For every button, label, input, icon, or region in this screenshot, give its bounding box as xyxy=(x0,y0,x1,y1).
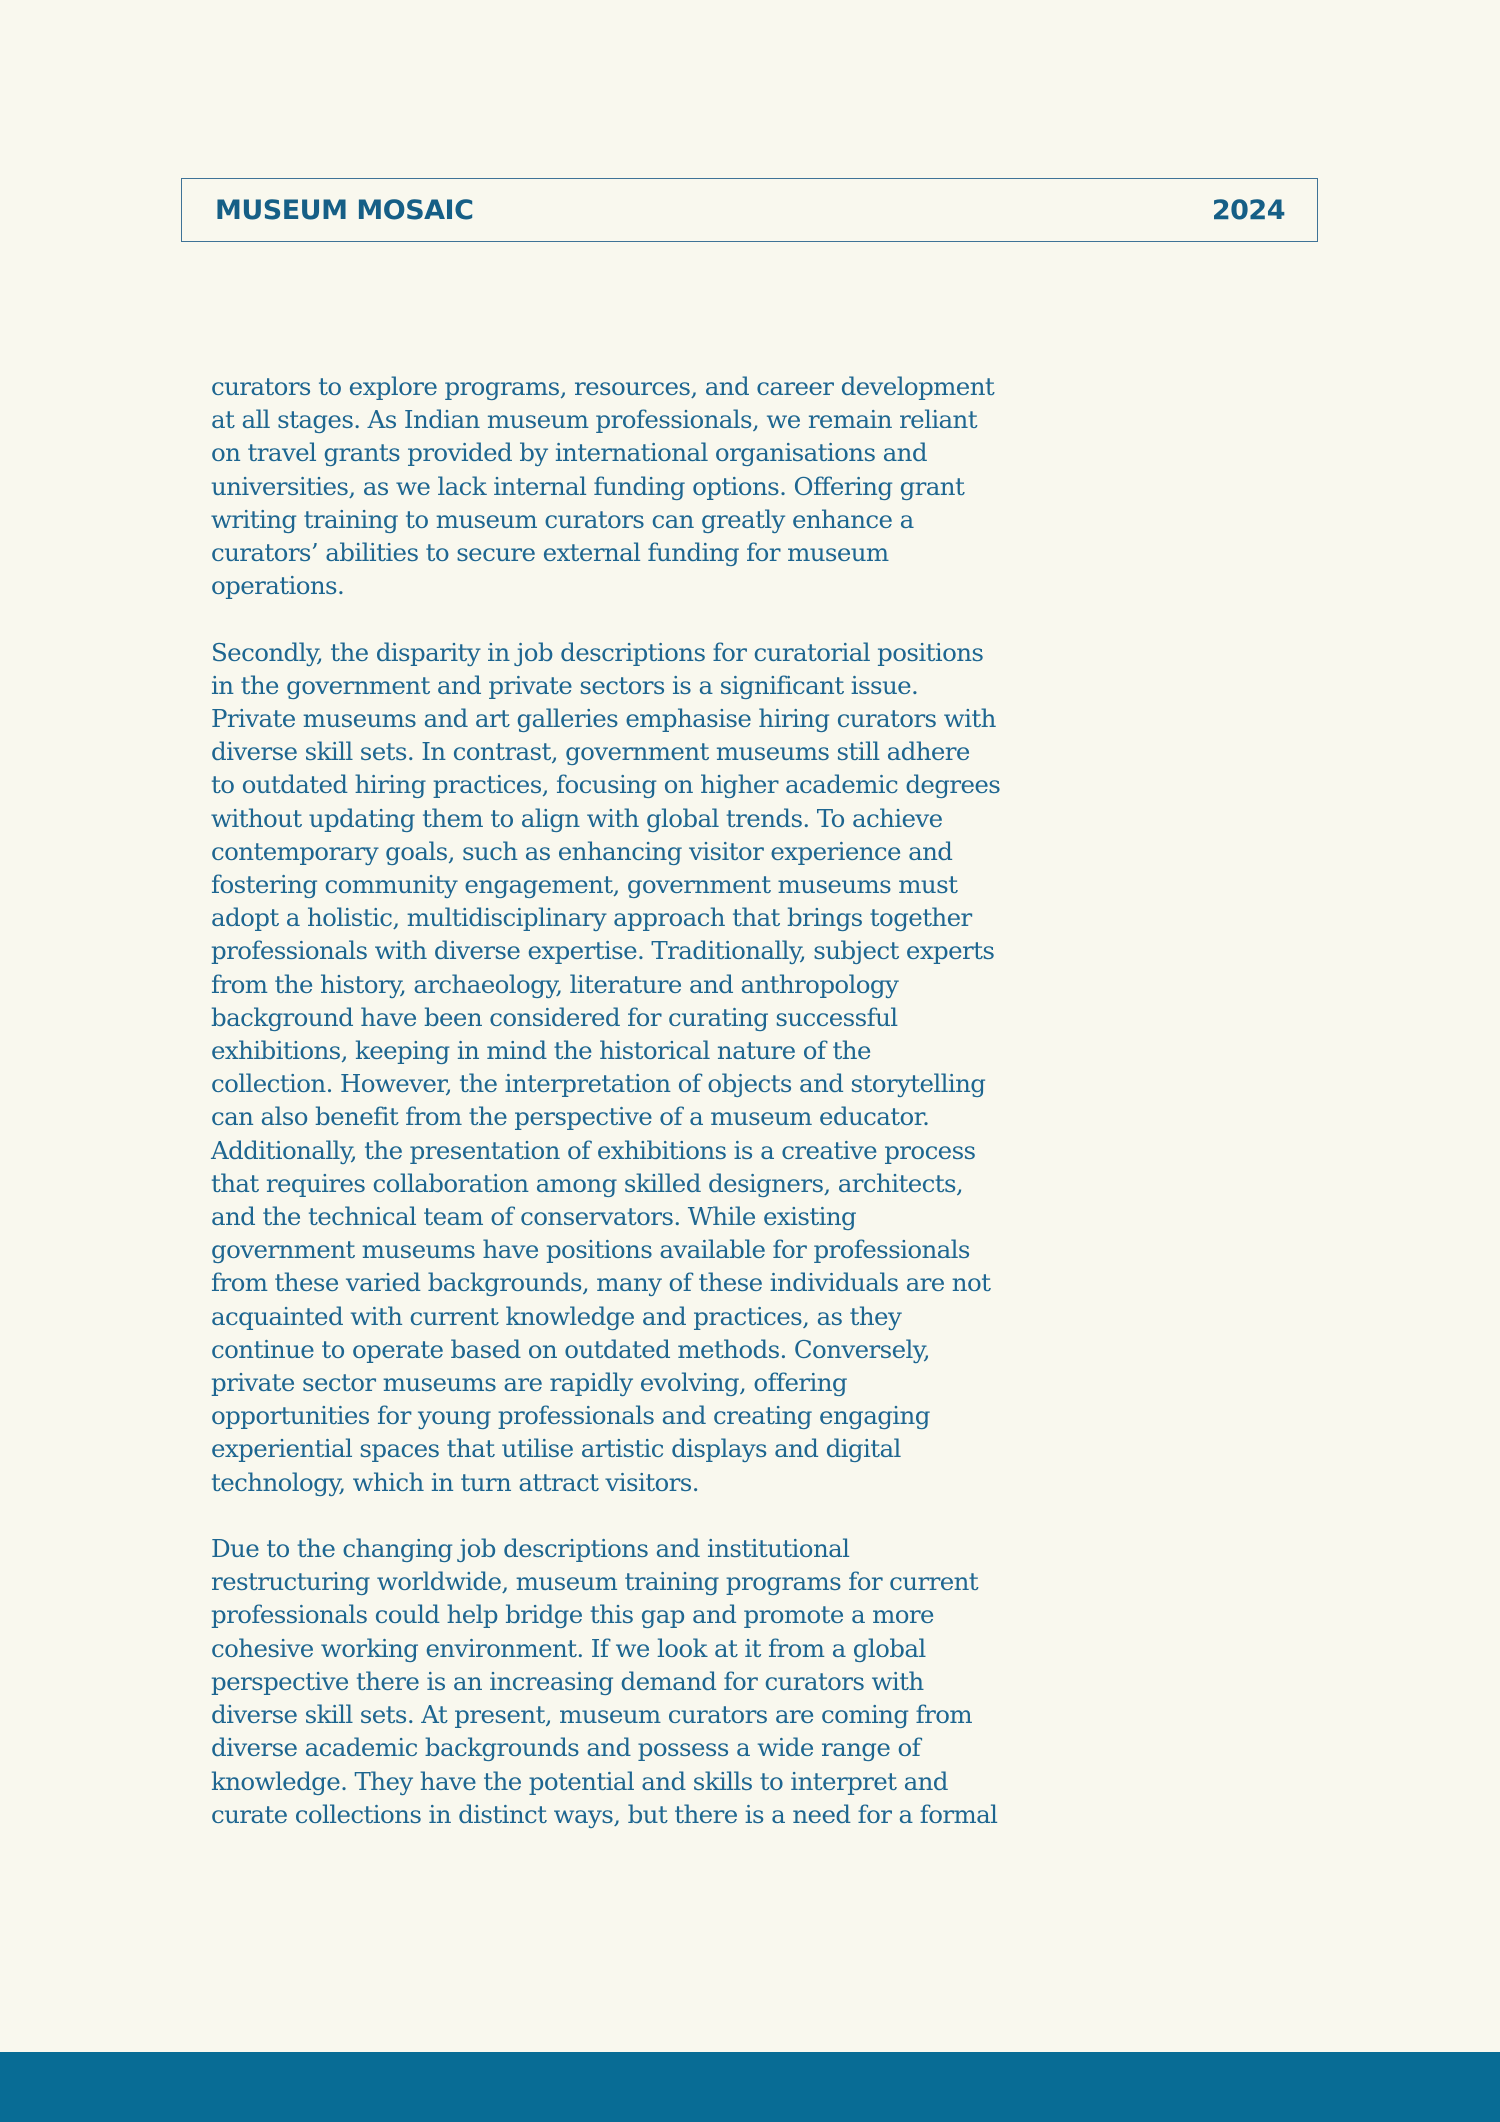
text-line: cohesive working environment. If we look at it from a global xyxy=(211,1633,926,1663)
text-line: restructuring worldwide, museum training programs for current xyxy=(211,1567,979,1597)
text-line: opportunities for young professionals and creating engaging xyxy=(211,1401,930,1431)
text-line: Additionally, the presentation of exhibitions is a creative process xyxy=(211,1135,976,1165)
text-line: diverse skill sets. At present, museum curators are coming from xyxy=(211,1700,972,1730)
text-line: curators to explore programs, resources, and career development xyxy=(211,372,995,401)
text-line: knowledge. They have the potential and skills to interpret and xyxy=(211,1766,948,1796)
text-line: continue to operate based on outdated methods. Conversely, xyxy=(211,1334,930,1364)
text-line: professionals with diverse expertise. Traditionally, subject experts xyxy=(211,936,995,966)
text-line: collection. However, the interpretation of objects and storytelling xyxy=(211,1069,986,1099)
text-line: universities, as we lack internal funding options. Offering grant xyxy=(211,471,965,501)
text-line: acquainted with current knowledge and practices, as they xyxy=(211,1301,902,1331)
text-line: professionals could help bridge this gap and promote a more xyxy=(211,1600,934,1630)
text-line: Due to the changing job descriptions and institutional xyxy=(211,1534,850,1564)
paragraph xyxy=(211,636,1071,1499)
text-line: diverse skill sets. In contrast, government museums still adhere xyxy=(211,737,970,767)
text-line: that requires collaboration among skilled designers, architects, xyxy=(211,1168,964,1198)
footer-bar xyxy=(0,2052,1500,2122)
text-line: adopt a holistic, multidisciplinary approach that brings together xyxy=(211,903,972,933)
running-header xyxy=(181,178,1318,242)
text-line: fostering community engagement, government museums must xyxy=(211,870,958,900)
text-line: curators’ abilities to secure external funding for museum xyxy=(211,538,889,568)
text-line: can also benefit from the perspective of a museum educator. xyxy=(211,1102,930,1132)
publication-year: 2024 xyxy=(1211,195,1285,226)
text-line: Secondly, the disparity in job descriptions for curatorial positions xyxy=(211,637,984,667)
text-line: private sector museums are rapidly evolving, offering xyxy=(211,1368,847,1398)
text-line: government museums have positions available for professionals xyxy=(211,1235,970,1265)
text-line: to outdated hiring practices, focusing on higher academic degrees xyxy=(211,770,1001,800)
publication-title: MUSEUM MOSAIC xyxy=(215,195,474,226)
text-line: and the technical team of conservators. While existing xyxy=(211,1202,857,1232)
text-line: Private museums and art galleries emphasise hiring curators with xyxy=(211,704,996,734)
text-line: without updating them to align with global trends. To achieve xyxy=(211,803,943,833)
article-body xyxy=(211,370,1071,1864)
text-line: background have been considered for curating successful xyxy=(211,1002,898,1032)
text-line: operations. xyxy=(211,571,345,601)
paragraph xyxy=(211,370,1071,602)
text-line: technology, which in turn attract visitors. xyxy=(211,1467,699,1497)
text-line: experiential spaces that utilise artistic displays and digital xyxy=(211,1434,901,1464)
text-line: writing training to museum curators can greatly enhance a xyxy=(211,504,914,534)
text-line: diverse academic backgrounds and possess a wide range of xyxy=(211,1733,921,1763)
text-line: from the history, archaeology, literature and anthropology xyxy=(211,969,899,999)
paragraph xyxy=(211,1532,1071,1831)
text-line: curate collections in distinct ways, but there is a need for a formal xyxy=(211,1799,998,1829)
text-line: contemporary goals, such as enhancing visitor experience and xyxy=(211,836,953,866)
text-line: on travel grants provided by international organisations and xyxy=(211,438,927,468)
text-line: at all stages. As Indian museum professionals, we remain reliant xyxy=(211,405,977,435)
text-line: from these varied backgrounds, many of these individuals are not xyxy=(211,1268,991,1298)
text-line: exhibitions, keeping in mind the historical nature of the xyxy=(211,1036,871,1066)
text-line: in the government and private sectors is a significant issue. xyxy=(211,670,919,700)
text-line: perspective there is an increasing demand for curators with xyxy=(211,1666,924,1696)
